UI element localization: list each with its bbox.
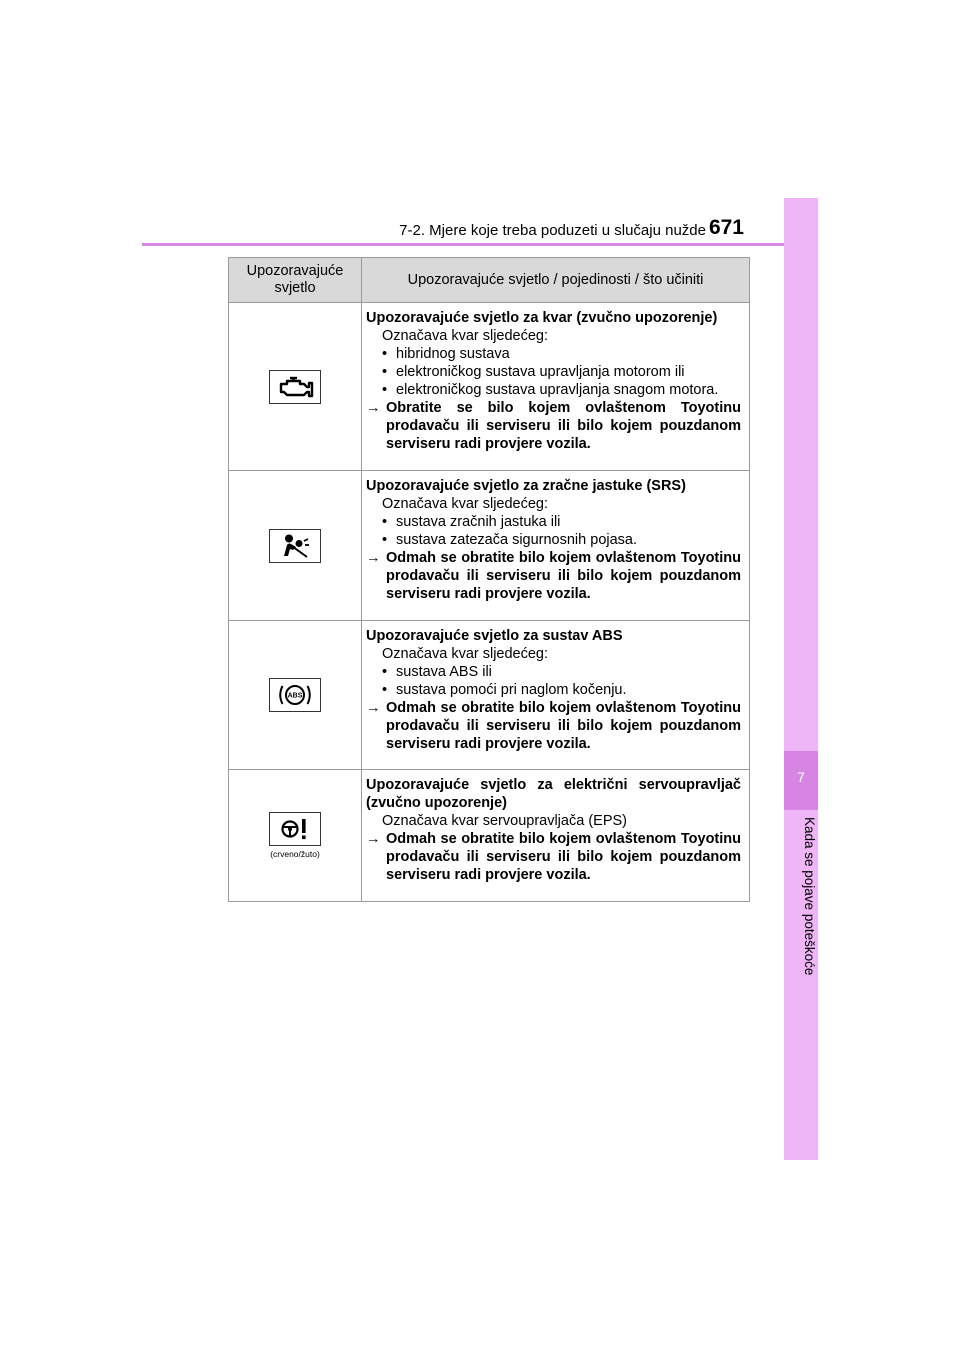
action-instruction (366, 830, 741, 884)
icon-cell (229, 621, 362, 770)
action-text: Obratite se bilo kojem ovlaštenom Toyotinu prodavaču ili serviseru ili bilo kojem pouzdanom serviseru radi provjere vozila. (386, 400, 741, 452)
action-text: Odmah se obratite bilo kojem ovlaštenom Toyotinu prodavaču ili serviseru ili bilo kojem pouzdanom serviseru radi provjere vozila. (386, 700, 741, 752)
list-item: • elektroničkog sustava upravljanja snagom motora. (366, 381, 741, 399)
action-instruction (366, 549, 741, 603)
chapter-title: Kada se pojave poteškoće (802, 817, 817, 976)
action-text: Odmah se obratite bilo kojem ovlaštenom Toyotinu prodavaču ili serviseru ili bilo kojem pouzdanom serviseru radi provjere vozila. (386, 831, 741, 883)
light-intro: Označava kvar sljedećeg: (382, 496, 549, 512)
abs-icon-label: ABS (287, 692, 303, 700)
check-engine-icon (269, 370, 321, 404)
srs-airbag-icon (269, 529, 321, 563)
description-cell (362, 471, 750, 621)
action-text: Odmah se obratite bilo kojem ovlaštenom Toyotinu prodavaču ili serviseru ili bilo kojem pouzdanom serviseru radi provjere vozila. (386, 550, 741, 602)
list-item: • sustava zračnih jastuka ili (366, 513, 741, 531)
warning-lights-table (228, 257, 750, 902)
table-row (229, 471, 750, 621)
header-rule (142, 243, 818, 246)
chapter-number: 7 (797, 769, 805, 785)
icon-cell (229, 770, 362, 902)
arrow-icon: → (366, 400, 381, 416)
abs-icon (269, 678, 321, 712)
chapter-box (784, 751, 818, 810)
arrow-icon: → (366, 831, 381, 847)
arrow-icon: → (366, 700, 381, 716)
list-item: • elektroničkog sustava upravljanja motorom ili (366, 363, 741, 381)
table-header-row (229, 258, 750, 303)
icon-caption: (crveno/žuto) (270, 849, 320, 859)
description-cell (362, 621, 750, 770)
description-cell (362, 303, 750, 471)
table-row (229, 621, 750, 770)
light-intro: Označava kvar sljedećeg: (382, 328, 549, 344)
light-intro: Označava kvar sljedećeg: (382, 646, 549, 662)
arrow-icon: → (366, 550, 381, 566)
list-item: • sustava ABS ili (366, 663, 741, 681)
power-steering-icon (269, 812, 321, 846)
header-details: Upozoravajuće svjetlo / pojedinosti / što učiniti (362, 258, 750, 303)
description-cell (362, 770, 750, 902)
chapter-side-tab (784, 198, 818, 1160)
light-title: Upozoravajuće svjetlo za sustav ABS (366, 628, 623, 644)
page-header (142, 214, 818, 244)
light-intro: Označava kvar servoupravljača (EPS) (382, 813, 627, 829)
list-item: • sustava pomoći pri naglom kočenju. (366, 681, 741, 699)
light-title: Upozoravajuće svjetlo za kvar (zvučno upozorenje) (366, 310, 718, 326)
table-row (229, 770, 750, 902)
table-row (229, 303, 750, 471)
action-instruction (366, 699, 741, 753)
section-title: 7-2. Mjere koje treba poduzeti u slučaju nužde (399, 222, 706, 239)
icon-cell (229, 303, 362, 471)
header-warning-light: Upozoravajuće svjetlo (229, 258, 362, 303)
light-title: Upozoravajuće svjetlo za zračne jastuke (SRS) (366, 478, 686, 494)
page-number: 671 (708, 216, 744, 239)
list-item: • sustava zatezača sigurnosnih pojasa. (366, 531, 741, 549)
light-title: Upozoravajuće svjetlo za električni servoupravljač (zvučno upozorenje) (366, 777, 741, 811)
action-instruction (366, 399, 741, 453)
icon-cell (229, 471, 362, 621)
list-item: • hibridnog sustava (366, 345, 741, 363)
